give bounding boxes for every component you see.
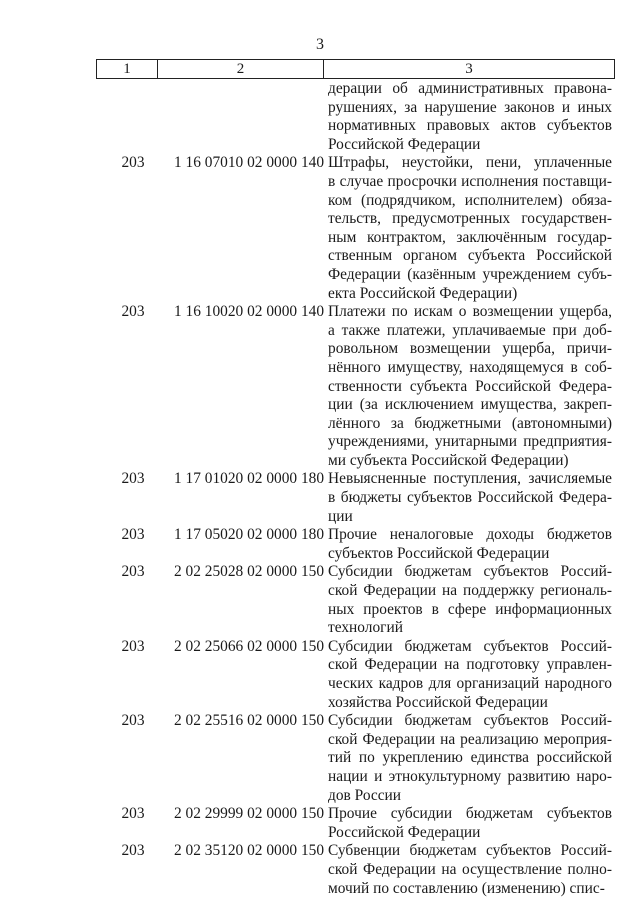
description-line: учреждениями, унитарными предприятия- <box>328 433 612 451</box>
description-line: Субсидии бюджетам субъектов Россий- <box>328 637 612 655</box>
description-line: ным контрактом, заключённым государ- <box>328 228 612 246</box>
description-cell <box>328 842 612 898</box>
description-line: лённого за бюджетными (автономными) <box>328 414 612 432</box>
description-cell <box>328 805 612 842</box>
revenue-code-cell: 1 16 10020 02 0000 140 <box>173 303 325 321</box>
revenue-code-cell: 2 02 29999 02 0000 150 <box>173 805 325 823</box>
revenue-code-cell: 2 02 25028 02 0000 150 <box>173 563 325 581</box>
description-line: ком (подрядчиком, исполнителем) обяза- <box>328 191 612 209</box>
revenue-code-cell: 2 02 25066 02 0000 150 <box>173 637 325 655</box>
description-line: Невыясненные поступления, зачисляемые <box>328 470 612 488</box>
description-line: дов России <box>328 786 402 804</box>
admin-code-cell: 203 <box>121 712 145 730</box>
admin-code-cell: 203 <box>121 470 145 488</box>
description-line: дерации об административных правона- <box>328 80 612 97</box>
description-line: ской Федерации на осуществление полно- <box>328 860 612 878</box>
table-body <box>0 80 640 898</box>
description-line: ческих кадров для организаций народного <box>328 675 612 692</box>
description-line: ственности субъекта Российской Федера- <box>328 377 612 395</box>
description-line: нации и этнокультурному развитию наро- <box>328 767 612 785</box>
description-line: ции (за исключением имущества, закреп- <box>328 396 612 414</box>
description-cell <box>328 712 612 805</box>
description-line: ровольном возмещении ущерба, причи- <box>328 340 612 358</box>
description-line: Российской Федерации <box>328 135 481 153</box>
header-col-3: 3 <box>465 61 473 77</box>
admin-code-cell: 203 <box>121 637 145 655</box>
description-cell <box>328 303 612 470</box>
admin-code-cell: 203 <box>121 154 145 172</box>
admin-code-cell: 203 <box>121 842 145 860</box>
page-number: 3 <box>316 36 324 53</box>
table-row <box>0 563 640 637</box>
description-line: а также платежи, уплачиваемые при доб- <box>328 321 612 339</box>
table-row <box>0 712 640 805</box>
description-line: Прочие субсидии бюджетам субъектов <box>328 805 612 823</box>
description-cell <box>328 470 612 526</box>
description-line: ми субъекта Российской Федерации) <box>328 451 569 469</box>
table-row <box>0 303 640 470</box>
description-line: Субсидии бюджетам субъектов Россий- <box>328 563 612 581</box>
description-line: тий по укреплению единства российской <box>328 749 612 767</box>
description-line: Субсидии бюджетам субъектов Россий- <box>328 712 612 730</box>
description-cell <box>328 638 612 712</box>
table-row <box>0 842 640 898</box>
admin-code-cell <box>96 80 170 154</box>
table-row <box>0 526 640 563</box>
description-line: ции <box>328 507 353 525</box>
revenue-code-cell <box>170 80 328 154</box>
description-line: хозяйства Российской Федерации <box>328 693 548 711</box>
revenue-code-cell: 1 17 05020 02 0000 180 <box>173 526 325 544</box>
description-line: ственным органом субъекта Российской <box>328 247 612 265</box>
table-row <box>0 805 640 842</box>
description-line: Субвенции бюджетам субъектов Россий- <box>328 842 612 860</box>
admin-code-cell: 203 <box>121 563 145 581</box>
description-line: ных проектов в сфере информационных <box>328 600 612 618</box>
description-line: екта Российской Федерации) <box>328 284 518 302</box>
description-line: ской Федерации на подготовку управлен- <box>328 656 612 674</box>
header-col-1: 1 <box>97 60 158 78</box>
description-cell <box>328 154 612 303</box>
table-row <box>0 154 640 303</box>
description-line: рушениях, за нарушение законов и иных <box>328 98 612 116</box>
table-row <box>0 638 640 712</box>
description-line: нённого имуществу, находящемуся в соб- <box>328 358 612 376</box>
admin-code-cell: 203 <box>121 303 145 321</box>
table-row <box>0 80 640 154</box>
description-cell <box>328 563 612 637</box>
description-line: в бюджеты субъектов Российской Федера- <box>328 489 612 507</box>
table-row <box>0 470 640 526</box>
header-col-2: 2 <box>158 60 324 78</box>
revenue-code-cell: 1 16 07010 02 0000 140 <box>173 154 325 172</box>
description-cell <box>328 80 612 154</box>
description-line: в случае просрочки исполнения поставщи- <box>328 172 612 190</box>
description-line: технологий <box>328 619 403 637</box>
description-line: субъектов Российской Федерации <box>328 544 550 562</box>
description-line: тельств, предусмотренных государствен- <box>328 210 612 228</box>
description-line: Прочие неналоговые доходы бюджетов <box>328 526 612 544</box>
revenue-code-cell: 2 02 35120 02 0000 150 <box>173 842 325 860</box>
description-line: мочий по составлению (изменению) спис- <box>328 879 605 897</box>
description-line: Платежи по искам о возмещении ущерба, <box>328 303 612 321</box>
table-header <box>96 59 615 79</box>
description-line: нормативных правовых актов субъектов <box>328 117 612 135</box>
description-line: ской Федерации на реализацию мероприя- <box>328 730 612 748</box>
description-line: Федерации (казённым учреждением субъ- <box>328 265 612 283</box>
description-line: ской Федерации на поддержку региональ- <box>328 582 612 600</box>
description-line: Штрафы, неустойки, пени, уплаченные <box>328 154 612 172</box>
description-cell <box>328 526 612 563</box>
admin-code-cell: 203 <box>121 526 145 544</box>
revenue-code-cell: 1 17 01020 02 0000 180 <box>173 470 325 488</box>
revenue-code-cell: 2 02 25516 02 0000 150 <box>173 712 325 730</box>
description-line: Российской Федерации <box>328 823 481 841</box>
admin-code-cell: 203 <box>121 805 145 823</box>
